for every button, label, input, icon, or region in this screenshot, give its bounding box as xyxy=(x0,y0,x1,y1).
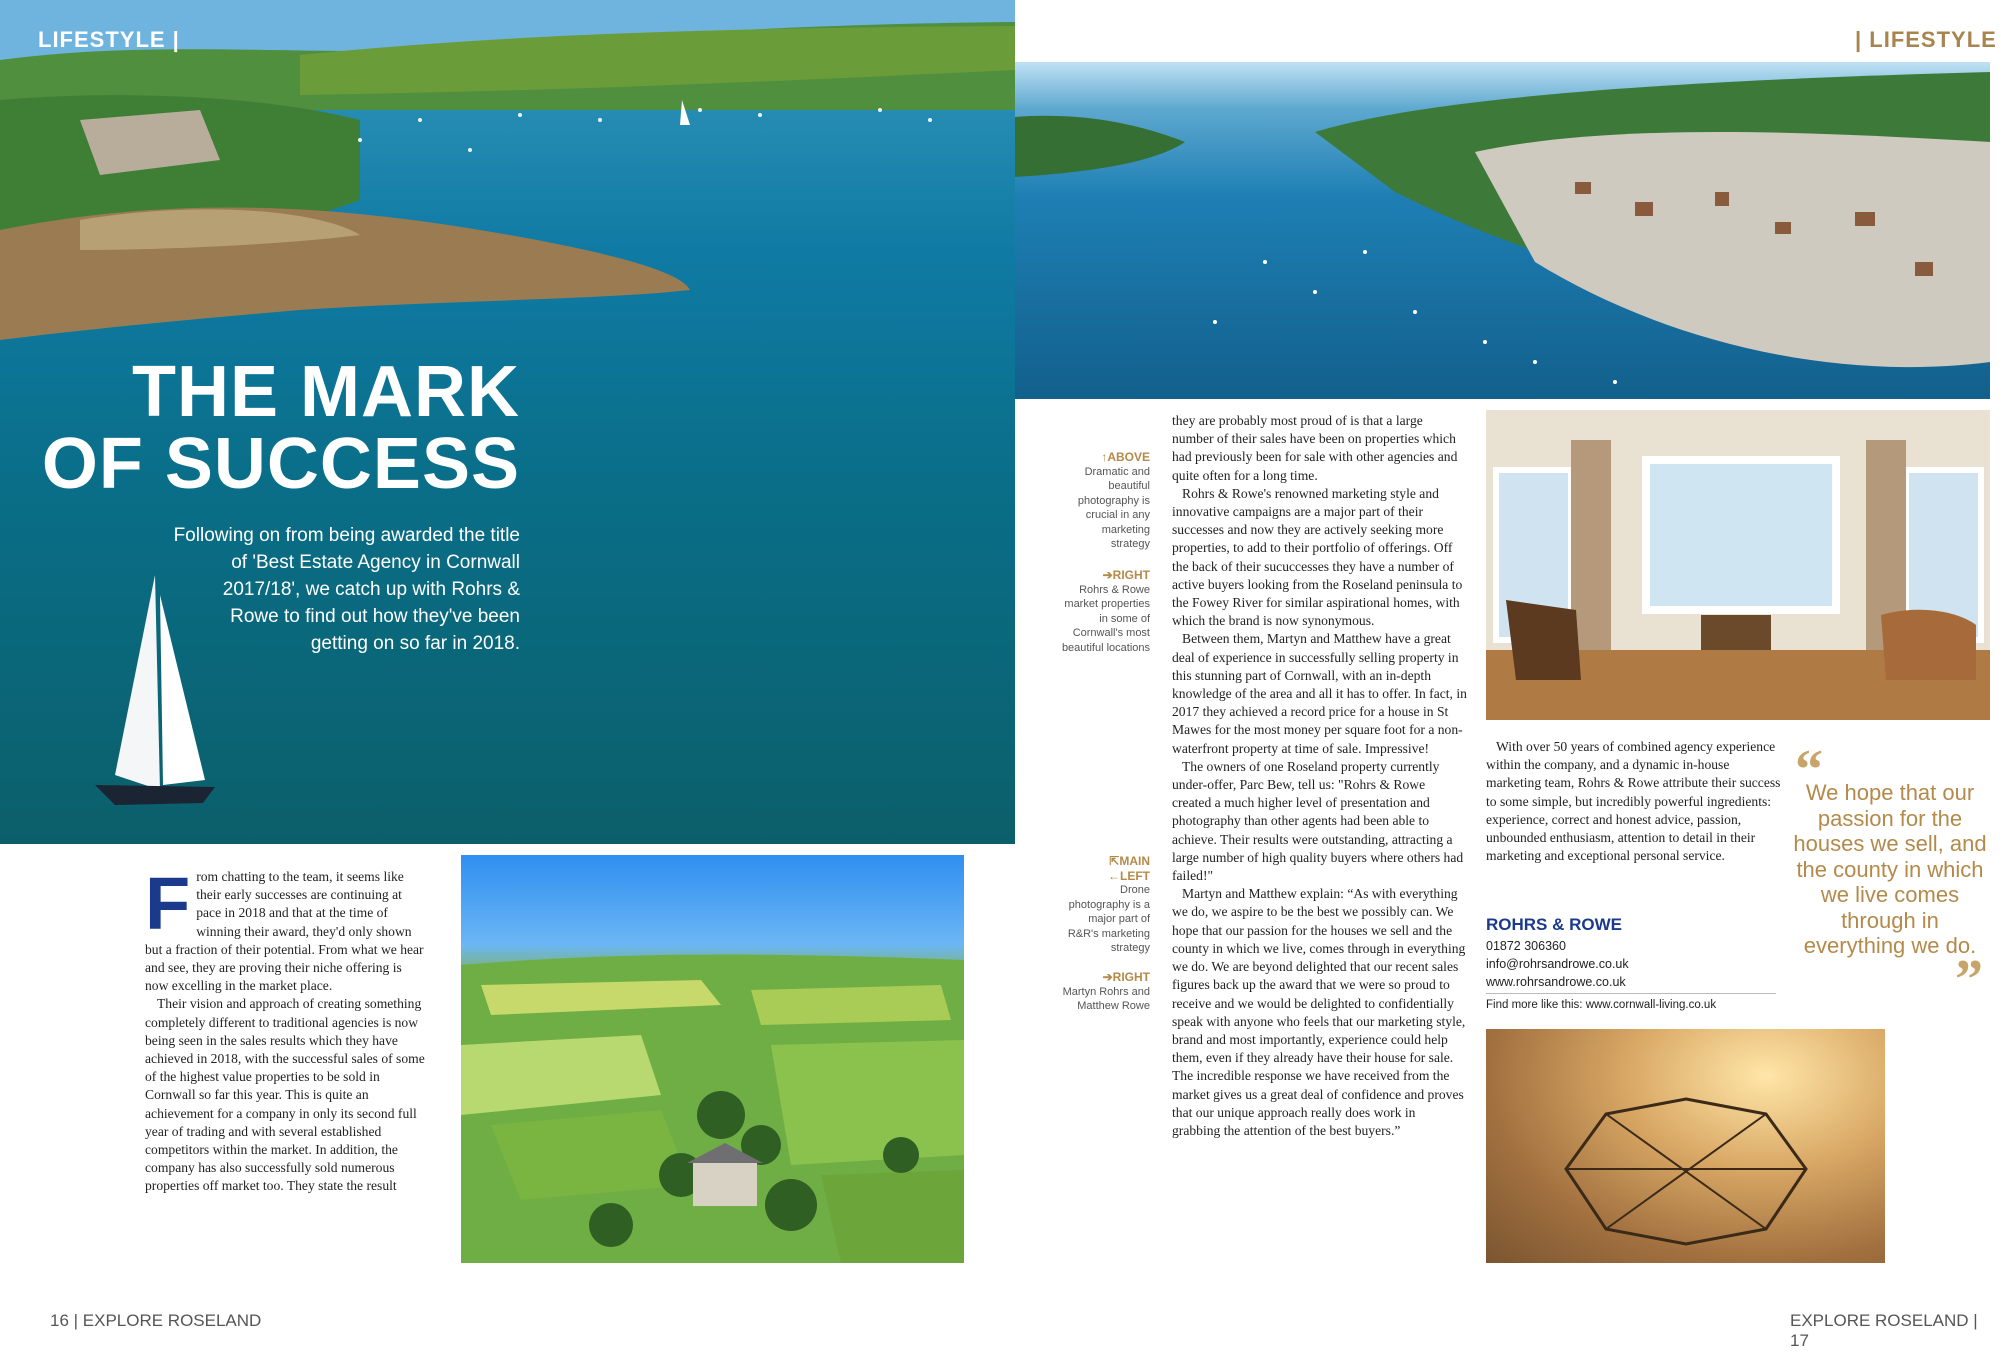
body-paragraph-2: Their vision and approach of creating something completely different to traditional agencies is now being seen in the sales results which they have achieved in 2018, with the successful sales of some of the highest value properties to be sold in Cornwall so far this year. This is quite an achievement for a company in only its second full year of trading and with several established competitors within the market. In addition, the company has also successfully sold numerous properties off market too. They state the result xyxy=(145,996,425,1194)
caption-right-2 xyxy=(1060,970,1150,1014)
contact-block xyxy=(1486,915,1776,1014)
pull-quote: We hope that our passion for the houses we sell, and the county in which we live comes through in everything we do. xyxy=(1793,780,1987,958)
beach-logo-illustration xyxy=(1486,1029,1885,1263)
caption-right-2-label: ➔RIGHT xyxy=(1102,970,1150,984)
section-tag-right: | LIFESTYLE xyxy=(1855,27,1997,52)
body-paragraph-8: With over 50 years of combined agency experience within the company, and a dynamic in-house marketing team, Rohrs & Rowe attribute their success to some simple, but incredibly powerful ingredients: experience, correct and honest advice, passion, unbounded enthusiasm, attention to detail in their marketing and exceptional personal service. xyxy=(1486,739,1781,864)
caption-right-1 xyxy=(1060,568,1150,655)
caption-left-label: ←LEFT xyxy=(1108,868,1150,883)
body-column-left xyxy=(145,862,425,1196)
living-room-illustration xyxy=(1486,410,1990,720)
footer-right: EXPLORE ROSELAND | 17 xyxy=(1790,1311,1978,1350)
caption-main-left-text: Drone photography is a major part of R&R's marketing strategy xyxy=(1067,884,1150,954)
open-quote-icon: “ xyxy=(1795,739,1823,801)
caption-main-left xyxy=(1060,854,1150,956)
body-column-right-2 xyxy=(1486,738,1781,865)
caption-right-2-text: Martyn Rohrs and Matthew Rowe xyxy=(1062,985,1150,1012)
footer-left: 16 | EXPLORE ROSELAND xyxy=(50,1311,262,1330)
caption-right-1-text: Rohrs & Rowe market properties in some of Cornwall's most beautiful locations xyxy=(1061,583,1150,654)
body-column-right-1 xyxy=(1172,412,1467,1140)
headline-line-1: THE MARK xyxy=(132,352,520,432)
photo-beach-logo xyxy=(1486,1029,1885,1263)
dropcap: F xyxy=(145,862,191,945)
caption-above-label: ↑ABOVE xyxy=(1101,450,1150,464)
brand-name: ROHRS & ROWE xyxy=(1486,915,1622,934)
close-quote-icon: ” xyxy=(1955,949,1983,1011)
caption-above xyxy=(1060,450,1150,552)
section-tag-left: LIFESTYLE | xyxy=(38,27,180,52)
contact-website[interactable]: www.rohrsandrowe.co.uk xyxy=(1486,975,1626,989)
body-paragraph-3: they are probably most proud of is that a large number of their sales have been on properties which had previously been for sale with other agencies and quite often for a long time. xyxy=(1172,413,1458,483)
contact-email[interactable]: info@rohrsandrowe.co.uk xyxy=(1486,957,1629,971)
body-paragraph-4: Rohrs & Rowe's renowned marketing style and innovative campaigns are a major part of their successes and now they are actively seeking more properties, to add to their portfolio of offerings. Off the back of their sucuccesses they have a number of active buyers looking from the Roseland peninsula to the Fowey River for similar aspirational homes, with which the brand is now synonymous. xyxy=(1172,485,1463,629)
body-paragraph-1: rom chatting to the team, it seems like their early successes are continuing at pace in 2018 and that at the time of winning their award, they'd only shown but a fraction of their potential. From what we hear and see, they are proving their niche offering is now excelling in the market place. xyxy=(145,869,424,994)
contact-phone: 01872 306360 xyxy=(1486,939,1566,953)
photo-fowey-harbour xyxy=(1015,62,1990,399)
photo-living-room xyxy=(1486,410,1990,720)
photo-countryside-aerial xyxy=(461,855,964,1263)
body-paragraph-5: Between them, Martyn and Matthew have a great deal of experience in successfully selling property in this stunning part of Cornwall, with an in-depth knowledge of the area and all it has to offer. In fact, in 2017 they achieved a record price for a house in St Mawes for the most money per square foot for a non-waterfront property at time of sale. Impressive! xyxy=(1172,631,1467,756)
body-paragraph-6: The owners of one Roseland property currently under-offer, Parc Bew, tell us: "Rohrs & Rowe created a much higher level of presentation and photography than other agents had been able to achieve. Their results were outstanding, attracting a large number of high quality buyers where others had failed!" xyxy=(1172,758,1464,884)
standfirst: Following on from being awarded the title of 'Best Estate Agency in Cornwall 2017/18', we catch up with Rohrs & Rowe to find out how they've been getting on so far in 2018. xyxy=(173,525,520,654)
headline-line-2: OF SUCCESS xyxy=(41,424,520,504)
caption-right-1-label: ➔RIGHT xyxy=(1102,568,1150,582)
caption-above-text: Dramatic and beautiful photography is crucial in any marketing strategy xyxy=(1077,465,1150,550)
harbour-illustration xyxy=(1015,62,1990,399)
body-paragraph-7: Martyn and Matthew explain: “As with everything we do, we aspire to be the best we possibly can. We hope that our passion for the houses we sell and the county in which we live, comes through in everything we do. We are beyond delighted that our recent sales figures back up the award that we were so proud to receive and we would be delighted to confidentially speak with anyone who feels that our marketing style, brand and most importantly, experience could help them, even if they already have their house for sale. The incredible response we have received from the market gives us a great deal of confidence and proves that our unique approach really does work in grabbing the attention of the best buyers.” xyxy=(1172,886,1466,1138)
countryside-illustration xyxy=(461,855,964,1263)
find-more-link[interactable]: Find more like this: www.cornwall-living.co.uk xyxy=(1486,993,1776,1014)
caption-main-label: ⇱MAIN xyxy=(1109,854,1150,868)
headline xyxy=(40,352,520,504)
